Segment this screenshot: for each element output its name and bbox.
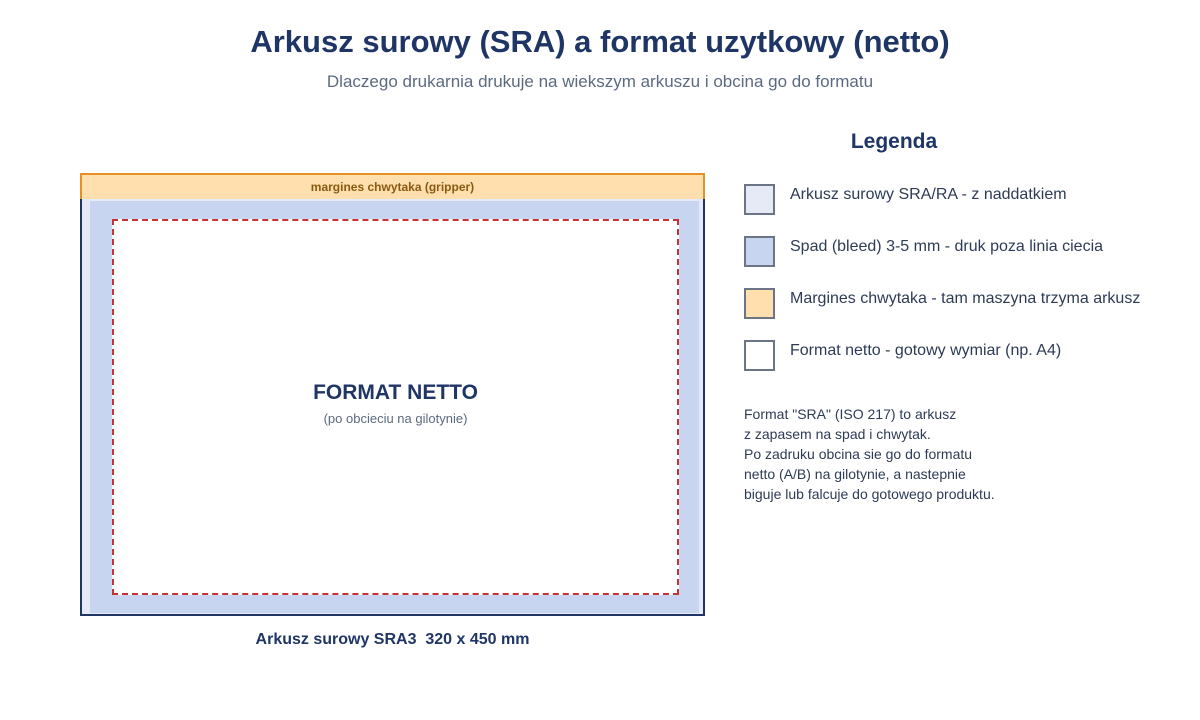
note-line: biguje lub falcuje do gotowego produktu. [744, 486, 995, 502]
legend-label: Format netto - gotowy wymiar (np. A4) [790, 342, 1062, 359]
legend-swatch-raw-sheet [744, 184, 775, 215]
legend-item-raw-sheet [744, 184, 1184, 218]
net-format-sublabel: (po obcieciu na gilotynie) [323, 411, 468, 426]
sheet-caption: Arkusz surowy SRA3 320 x 450 mm [255, 631, 530, 648]
gripper-margin: margines chwytaka (gripper) [80, 173, 705, 201]
note-line: Format "SRA" (ISO 217) to arkusz [744, 406, 957, 422]
legend-item-bleed [744, 236, 1184, 270]
page-subtitle: Dlaczego drukarnia drukuje na wiekszym arkuszu i obcina go do formatu [326, 72, 874, 91]
legend-swatch-gripper [744, 288, 775, 319]
explanation-note [744, 404, 1164, 504]
raw-sheet-sra [80, 199, 705, 616]
page-title: Arkusz surowy (SRA) a format uzytkowy (netto) [250, 24, 950, 59]
legend-swatch-bleed [744, 236, 775, 267]
note-line: Po zadruku obcina sie go do formatu [744, 446, 973, 462]
legend-swatch-net-format [744, 340, 775, 371]
note-line: netto (A/B) na gilotynie, a nastepnie [744, 466, 966, 482]
legend-label: Margines chwytaka - tam maszyna trzyma arkusz [790, 290, 1141, 307]
legend-item-net-format [744, 340, 1184, 374]
bleed-area [90, 201, 699, 613]
legend-label: Spad (bleed) 3-5 mm - druk poza linia ciecia [790, 238, 1104, 255]
legend-label: Arkusz surowy SRA/RA - z naddatkiem [790, 186, 1067, 203]
legend-item-gripper [744, 288, 1184, 322]
net-format-label: FORMAT NETTO [313, 381, 478, 404]
note-line: z zapasem na spad i chwytak. [744, 426, 931, 442]
legend-title: Legenda [850, 130, 938, 153]
net-format-area [112, 219, 679, 595]
